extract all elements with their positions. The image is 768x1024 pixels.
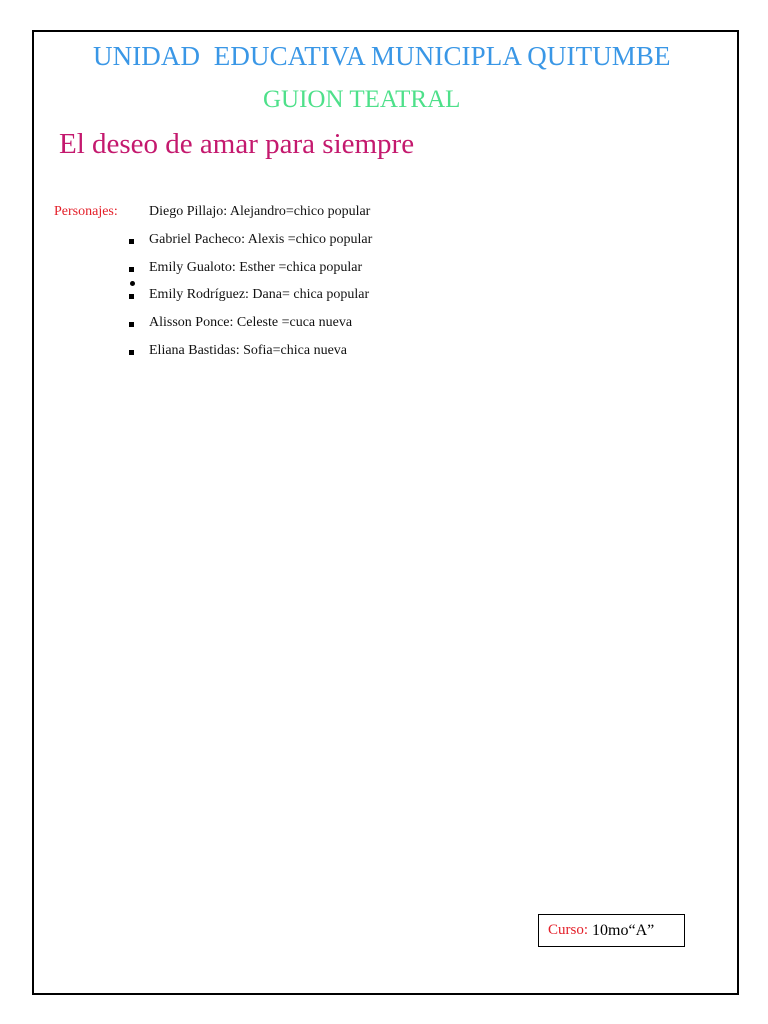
characters-label: Personajes: [54,204,118,219]
square-bullet-icon [129,267,134,272]
character-item: Emily Rodríguez: Dana= chica popular [149,287,370,302]
square-bullet-icon [129,294,134,299]
character-item: Eliana Bastidas: Sofia=chica nueva [149,343,347,358]
character-item: Alisson Ponce: Celeste =cuca nueva [149,315,353,330]
square-bullet-icon [129,322,134,327]
square-bullet-icon [129,239,134,244]
document-type-heading: GUION TEATRAL [263,86,461,113]
character-item: Gabriel Pacheco: Alexis =chico popular [149,232,373,247]
school-name: UNIDAD EDUCATIVA MUNICIPLA QUITUMBE [93,41,671,71]
square-bullet-icon [129,350,134,355]
course-label: Curso: [548,922,589,938]
play-title: El deseo de amar para siempre [59,128,415,160]
character-item: Emily Gualoto: Esther =chica popular [149,260,363,275]
course-box [538,914,685,947]
character-item: Diego Pillajo: Alejandro=chico popular [149,204,371,219]
course-value: 10mo“A” [592,921,655,939]
page-border [32,30,739,995]
dot-bullet-icon [130,281,135,286]
